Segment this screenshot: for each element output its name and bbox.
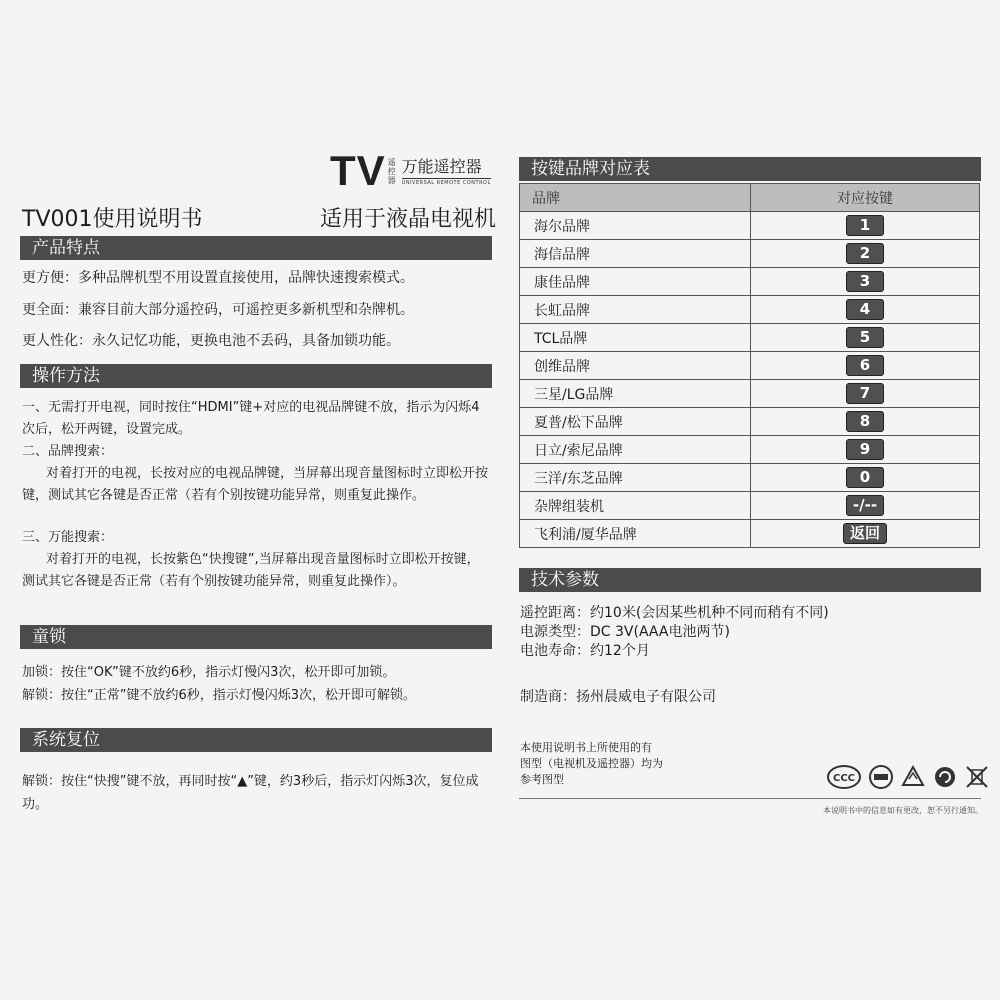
table-header-row: [520, 184, 980, 212]
brand-logo: [330, 147, 491, 194]
key-cell: [751, 380, 980, 408]
reset-heading: 系统复位: [20, 728, 492, 752]
keycap-label: 5: [846, 327, 884, 348]
certification-icons: [826, 764, 990, 790]
brand-table-heading: 按键品牌对应表: [519, 157, 981, 181]
logo-tag-text: 遥控器: [387, 157, 396, 185]
operation-step-3-title: 三、万能搜索：: [22, 530, 114, 545]
column-header-brand: 品牌: [520, 184, 751, 212]
operation-step-2-title: 二、品牌搜索：: [22, 444, 114, 459]
brand-name-cell: TCL品牌: [520, 324, 751, 352]
operation-heading: 操作方法: [20, 364, 492, 388]
keycap-label: -/--: [846, 495, 884, 516]
ccc-text: CCC: [832, 773, 856, 784]
reset-text: 解锁：按住“快搜”键不放，再同时按“▲”键，约3秒后，指示灯闪烁3次，复位成功。: [22, 774, 479, 812]
table-row: [520, 520, 980, 548]
childlock-heading: 童锁: [20, 625, 492, 649]
footnote: 本说明书中的信息如有更改，恕不另行通知。: [823, 806, 983, 815]
brand-table-body: [520, 212, 980, 548]
logo-en-text: UNIVERSAL REMOTE CONTROL: [401, 179, 491, 186]
keycap-label: 返回: [843, 523, 887, 544]
crossed-bin-icon: [964, 764, 990, 790]
note-line: 图型（电视机及遥控器）均为: [520, 757, 663, 770]
keycap-label: 6: [846, 355, 884, 376]
key-cell: [751, 464, 980, 492]
key-cell: [751, 408, 980, 436]
operation-step-1: 一、无需打开电视，同时按住“HDMI”键+对应的电视品牌键不放，指示为闪烁4次后，松开两键，设置完成。: [22, 400, 480, 437]
keycap-label: 7: [846, 383, 884, 404]
footer-divider: [519, 798, 981, 799]
operation-step-2-body: 对着打开的电视，长按对应的电视品牌键，当屏幕出现音量图标时立即松开按键，测试其它各键是否正常（若有个别按键功能异常，则重复此操作。: [22, 466, 489, 503]
childlock-unlock-text: 解锁：按住“正常”键不放约6秒，指示灯慢闪烁3次，松开即可解锁。: [22, 688, 417, 703]
key-cell: [751, 268, 980, 296]
column-header-key: 对应按键: [751, 184, 980, 212]
brand-name-cell: 海尔品牌: [520, 212, 751, 240]
key-cell: [751, 492, 980, 520]
brand-name-cell: 夏普/松下品牌: [520, 408, 751, 436]
logo-tv-text: TV: [330, 147, 386, 194]
table-row: [520, 296, 980, 324]
keycap-label: 3: [846, 271, 884, 292]
logo-cn-text: 万能遥控器: [401, 156, 482, 176]
brand-key-table: [519, 183, 980, 548]
table-row: [520, 268, 980, 296]
keycap-label: 4: [846, 299, 884, 320]
childlock-lock-text: 加锁：按住“OK”键不放约6秒，指示灯慢闪3次，松开即可加锁。: [22, 665, 396, 680]
key-cell: [751, 352, 980, 380]
brand-name-cell: 三洋/东芝品牌: [520, 464, 751, 492]
note-line: 本使用说明书上所使用的有: [520, 741, 652, 754]
recycle-icon: [900, 764, 926, 790]
document-subtitle: 适用于液晶电视机: [320, 207, 497, 232]
operation-step-3-body: 对着打开的电视，长按紫色“快搜键”,当屏幕出现音量图标时立即松开按键，测试其它各键是否正常（若有个别按键功能异常，则重复此操作）。: [22, 552, 480, 589]
keycap-label: 2: [846, 243, 884, 264]
brand-name-cell: 三星/LG品牌: [520, 380, 751, 408]
table-row: [520, 436, 980, 464]
table-row: [520, 492, 980, 520]
manufacturer: 制造商：扬州晨威电子有限公司: [520, 689, 716, 705]
specs-block: [520, 604, 829, 661]
spec-power: 电源类型：DC 3V(AAA电池两节): [520, 624, 730, 640]
keycap-label: 9: [846, 439, 884, 460]
keycap-label: 0: [846, 467, 884, 488]
key-cell: [751, 212, 980, 240]
brand-name-cell: 长虹品牌: [520, 296, 751, 324]
feature-item: 更全面：兼容目前大部分遥控码，可遥控更多新机型和杂牌机。: [22, 302, 414, 318]
key-cell: [751, 436, 980, 464]
key-cell: [751, 240, 980, 268]
ccc-mark-icon: [826, 764, 862, 790]
key-cell: [751, 324, 980, 352]
brand-name-cell: 海信品牌: [520, 240, 751, 268]
spec-distance: 遥控距离：约10米(会因某些机种不同而稍有不同): [520, 605, 829, 621]
brand-name-cell: 康佳品牌: [520, 268, 751, 296]
features-heading: 产品特点: [20, 236, 492, 260]
refresh-icon: [932, 764, 958, 790]
brand-name-cell: 日立/索尼品牌: [520, 436, 751, 464]
keycap-label: 1: [846, 215, 884, 236]
table-row: [520, 324, 980, 352]
brand-name-cell: 飞利浦/厦华品牌: [520, 520, 751, 548]
table-row: [520, 240, 980, 268]
specs-heading: 技术参数: [519, 568, 981, 592]
table-row: [520, 212, 980, 240]
spec-battery: 电池寿命：约12个月: [520, 643, 650, 659]
brand-name-cell: 杂牌组装机: [520, 492, 751, 520]
disclaimer-note: [520, 740, 663, 788]
round-certification-icon: [868, 764, 894, 790]
feature-item: 更方便：多种品牌机型不用设置直接使用，品牌快速搜索模式。: [22, 270, 414, 286]
brand-name-cell: 创维品牌: [520, 352, 751, 380]
table-row: [520, 380, 980, 408]
document-title: TV001使用说明书: [22, 207, 203, 232]
table-row: [520, 464, 980, 492]
feature-item: 更人性化：永久记忆功能，更换电池不丢码，具备加锁功能。: [22, 333, 400, 349]
key-cell: [751, 520, 980, 548]
key-cell: [751, 296, 980, 324]
table-row: [520, 408, 980, 436]
note-line: 参考图型: [520, 773, 564, 786]
table-row: [520, 352, 980, 380]
keycap-label: 8: [846, 411, 884, 432]
